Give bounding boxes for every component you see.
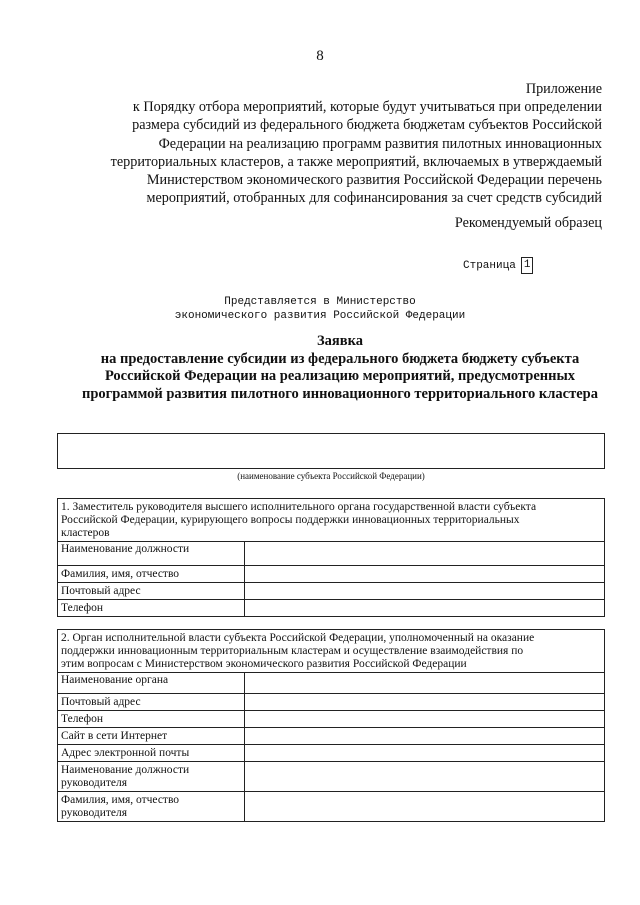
subject-name-caption: (наименование субъекта Российской Федерации) [237,471,425,481]
row-value-field[interactable] [245,762,605,792]
section2-heading-line: 2. Орган исполнительной власти субъекта Российской Федерации, уполномоченный на оказание [61,632,535,644]
section2-table [57,629,605,822]
appendix-line: размера субсидий из федерального бюджета бюджетам субъектов Российской [132,117,602,134]
row-label: Фамилия, имя, отчество [58,566,245,583]
appendix-header [82,80,602,207]
row-label: Наименование органа [58,673,245,694]
section2-heading-line: этим вопросам с Министерством экономического развития Российской Федерации [61,658,467,670]
section1-heading [58,499,605,542]
row-value-field[interactable] [245,711,605,728]
section2-heading [58,630,605,673]
page-number: 8 [316,48,324,64]
row-value-field[interactable] [245,673,605,694]
row-value-field[interactable] [245,792,605,822]
row-label: Сайт в сети Интернет [58,728,245,745]
appendix-line: территориальных кластеров, а также мероприятий, включаемых в утверждаемый [110,153,602,170]
submitted-line: экономического развития Российской Федерации [174,310,466,322]
appendix-line: Федерации на реализацию программ развития пилотных инновационных [158,135,602,152]
appendix-line: к Порядку отбора мероприятий, которые будут учитываться при определении [132,99,602,116]
row-value-field[interactable] [245,745,605,762]
row-label: Почтовый адрес [58,583,245,600]
appendix-line: Министерством экономического развития Российской Федерации перечень [146,172,602,189]
row-label: Наименование должности руководителя [58,762,245,792]
row-value-field[interactable] [245,583,605,600]
row-label: Телефон [58,600,245,617]
page-indicator-label: Страница [463,259,516,272]
section1-heading-line: 1. Заместитель руководителя высшего исполнительного органа государственной власти субъекта [61,501,537,513]
row-value-field[interactable] [245,600,605,617]
page-indicator-value: 1 [521,257,534,274]
section1-table [57,498,605,617]
page-indicator [463,257,533,274]
section2-heading-line: поддержки инновационным территориальным кластерам и осуществление взаимодействия по [61,645,524,657]
sample-label: Рекомендуемый образец [454,215,602,231]
row-value-field[interactable] [245,728,605,745]
title-line: на предоставление субсидии из федерального бюджета бюджету субъекта [100,350,580,367]
appendix-line: мероприятий, отобранных для софинансирования за счет средств субсидий [146,190,602,207]
title-line: Российской Федерации на реализацию мероприятий, предусмотренных [104,368,576,384]
row-value-field[interactable] [245,566,605,583]
row-value-field[interactable] [245,542,605,566]
row-label: Телефон [58,711,245,728]
title-heading: Заявка [317,333,363,349]
submitted-line: Представляется в Министерство [224,296,416,308]
row-value-field[interactable] [245,694,605,711]
section1-heading-line: Российской Федерации, курирующего вопросы поддержки инновационных территориальных [61,514,520,526]
row-label: Адрес электронной почты [58,745,245,762]
submitted-to [120,295,520,323]
document-title [40,333,640,403]
row-label: Фамилия, имя, отчество руководителя [58,792,245,822]
appendix-line: Приложение [525,81,602,97]
subject-name-field[interactable] [57,433,605,469]
title-line: программой развития пилотного инновационного территориального кластера [82,385,598,402]
row-label: Почтовый адрес [58,694,245,711]
row-label: Наименование должности [58,542,245,566]
section1-heading-line: кластеров [61,527,110,539]
